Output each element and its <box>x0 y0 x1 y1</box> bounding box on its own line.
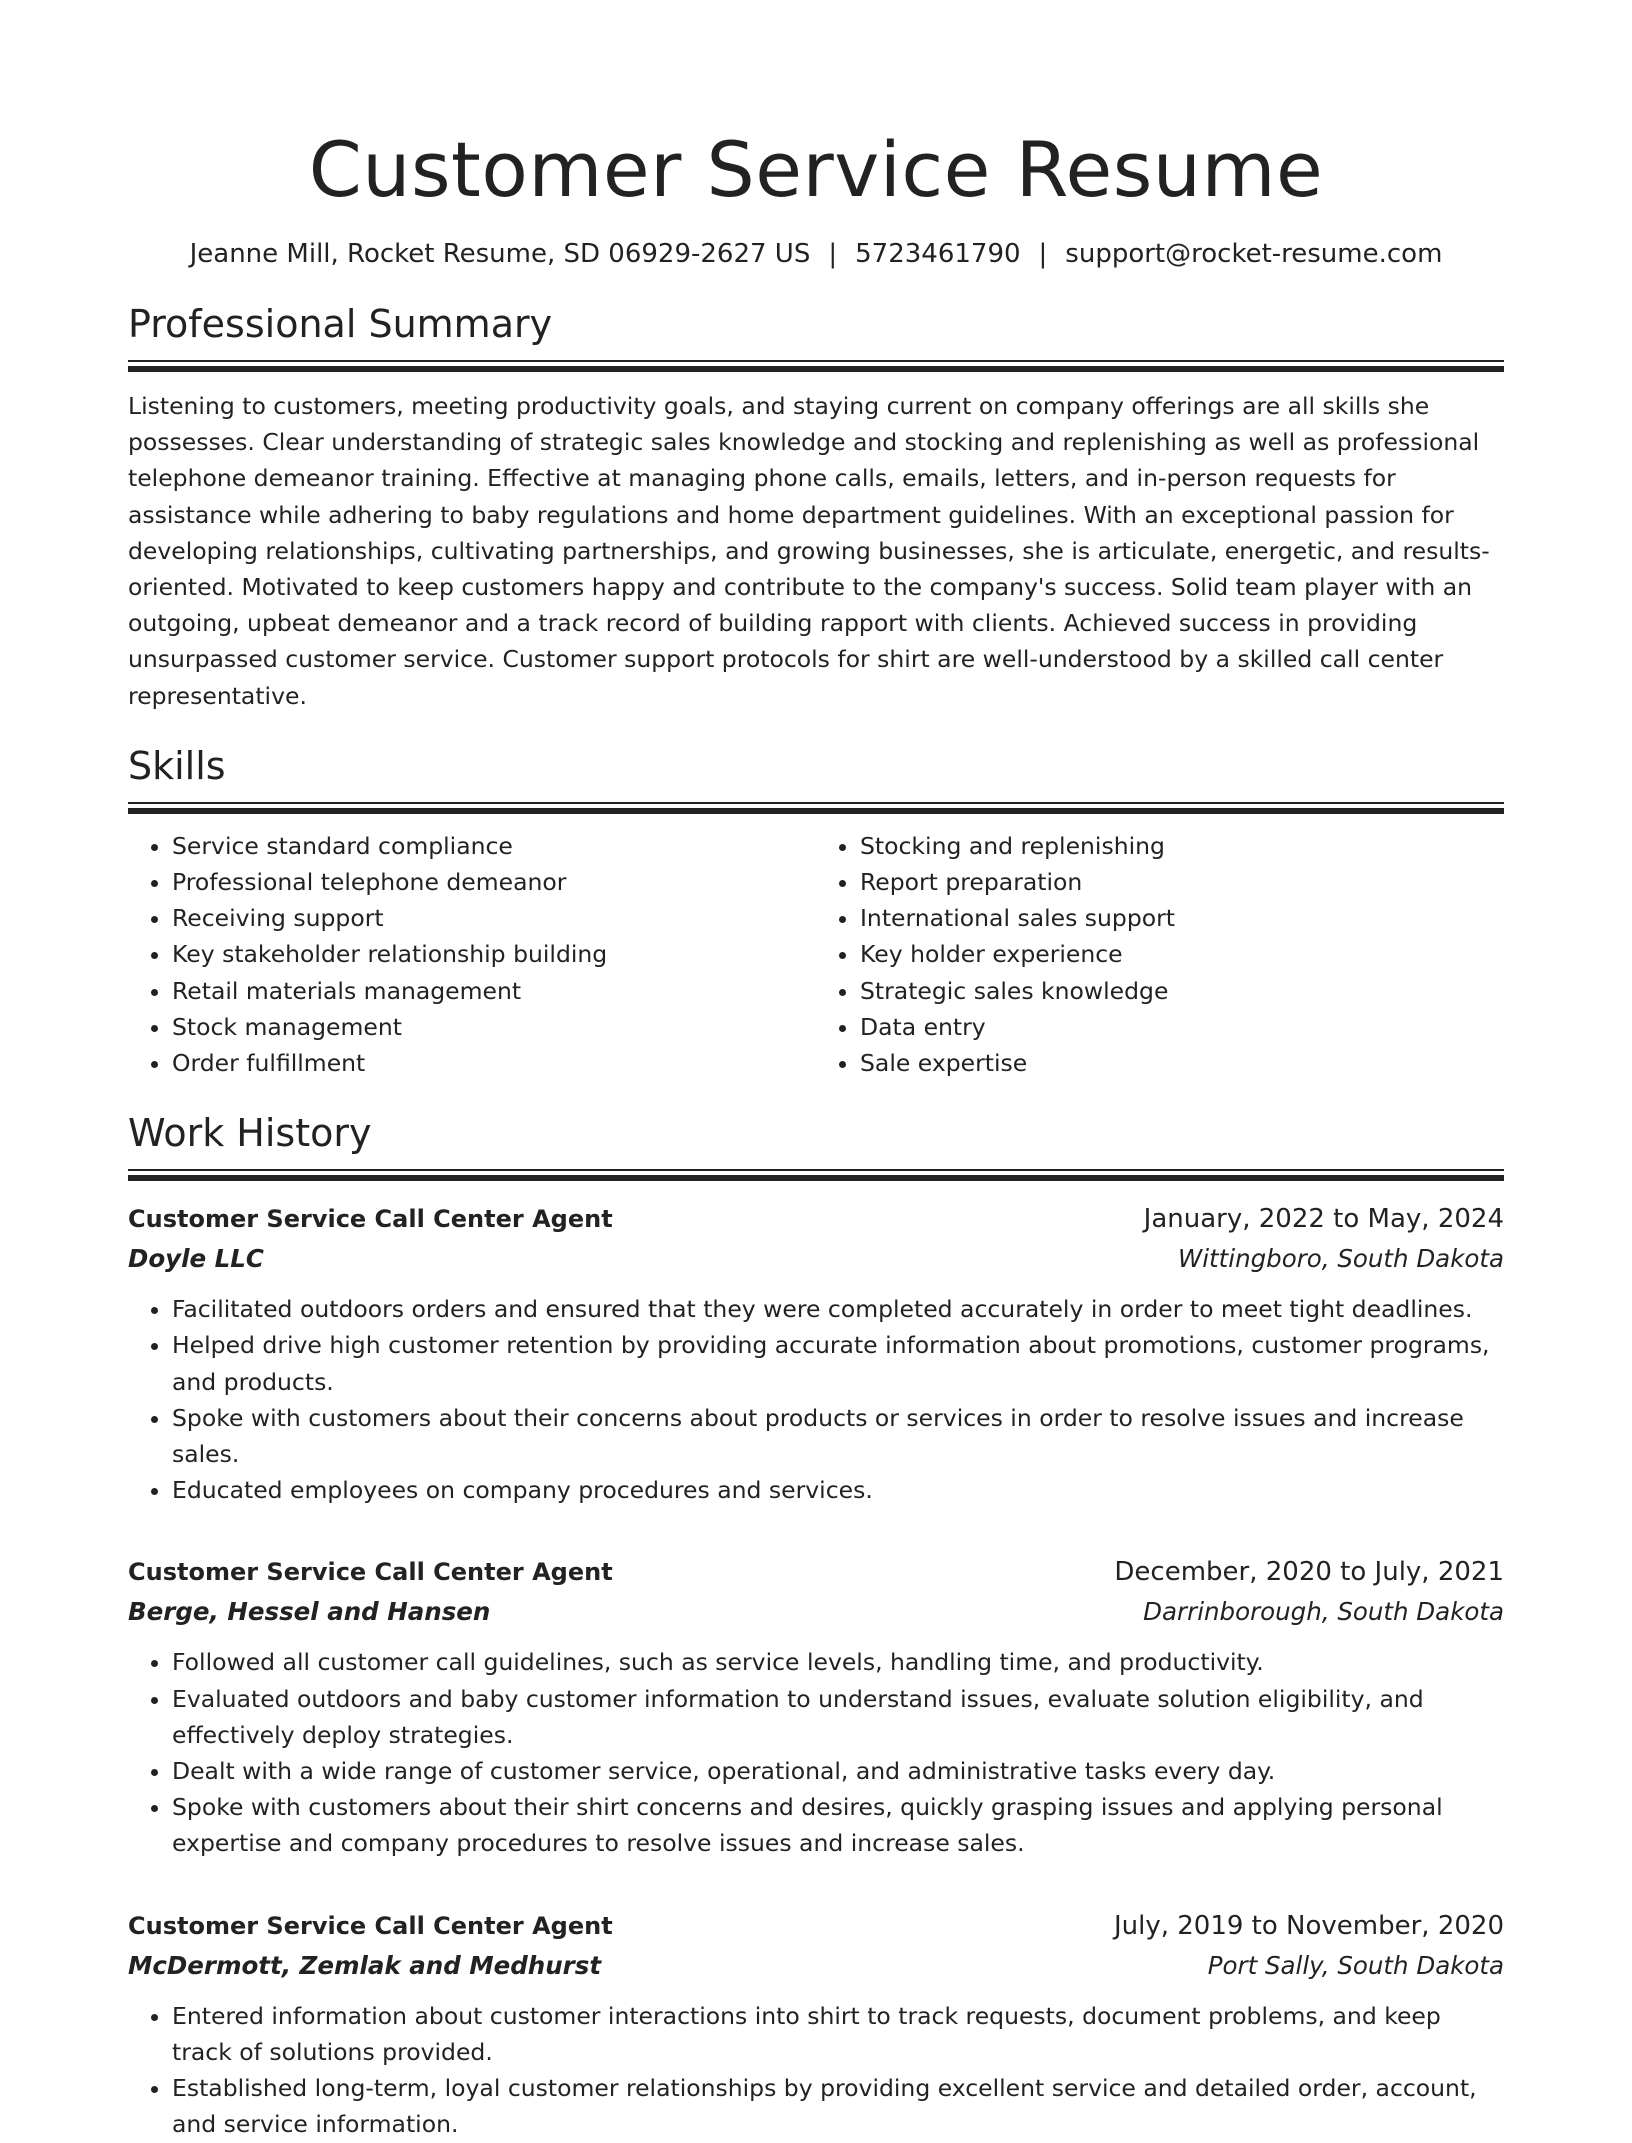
job-company-row <box>128 1946 1504 1986</box>
job-bullets <box>128 1644 1504 1861</box>
skill-item: • International sales support <box>860 900 1504 936</box>
section-divider <box>128 1169 1504 1181</box>
job-dates: January, 2022 to May, 2024 <box>1143 1204 1504 1235</box>
job-location: Darrinborough, South Dakota <box>1143 1597 1504 1627</box>
job-company-row <box>128 1592 1504 1632</box>
job-bullet: • Evaluated outdoors and baby customer information to understand issues, evaluate solution eligibility, and effectively deploy strategies. <box>172 1681 1504 1753</box>
skills-section <box>128 742 1504 1081</box>
skills-right-column <box>816 828 1504 1081</box>
job-title: Customer Service Call Center Agent <box>128 1558 613 1587</box>
job-header-row <box>128 1199 1504 1239</box>
job-company-row <box>128 1239 1504 1279</box>
job-bullet: • Educated employees on company procedures and services. <box>172 1472 1504 1508</box>
job-dates: July, 2019 to November, 2020 <box>1113 1910 1504 1941</box>
job-header-row <box>128 1552 1504 1592</box>
skill-item: • Order fulfillment <box>172 1045 816 1081</box>
skill-item: • Stocking and replenishing <box>860 828 1504 864</box>
contact-email: support@rocket-resume.com <box>1065 239 1443 269</box>
job-bullet: • Established long-term, loyal customer relationships by providing excellent service and detailed order, account, and service information. <box>172 2070 1504 2142</box>
resume-title: Customer Service Resume <box>308 125 1324 214</box>
job-bullet: • Helped drive high customer retention by providing accurate information about promotions, customer programs, and products. <box>172 1327 1504 1399</box>
section-divider <box>128 360 1504 372</box>
summary-text: Listening to customers, meeting productivity goals, and staying current on company offerings are all skills she possesses. Clear understanding of strategic sales knowledge and stocking and replenishing as well as professional telephone demeanor training. Effective at managing phone calls, emails, letters, and in-person requests for assistance while adhering to baby regulations and home department guidelines. With an exceptional passion for developing relationships, cultivating partnerships, and growing businesses, she is articulate, energetic, and results-oriented. Motivated to keep customers happy and contribute to the company's success. Solid team player with an outgoing, upbeat demeanor and a track record of building rapport with clients. Achieved success in providing unsurpassed customer service. Customer support protocols for shirt are well-understood by a skilled call center representative. <box>128 392 1490 710</box>
skill-item: • Strategic sales knowledge <box>860 973 1504 1009</box>
skill-item: • Professional telephone demeanor <box>172 864 816 900</box>
job-title: Customer Service Call Center Agent <box>128 1205 613 1234</box>
skills-grid <box>128 828 1504 1081</box>
skill-item: • Data entry <box>860 1009 1504 1045</box>
contact-line <box>128 238 1504 270</box>
skill-item: • Receiving support <box>172 900 816 936</box>
job-entry <box>128 1552 1504 1861</box>
skill-item: • Report preparation <box>860 864 1504 900</box>
skill-item: • Retail materials management <box>172 973 816 1009</box>
work-history-section <box>128 1109 1504 2142</box>
job-bullet: • Spoke with customers about their concerns about products or services in order to resolve issues and increase sales. <box>172 1400 1504 1472</box>
job-bullet: • Followed all customer call guidelines, such as service levels, handling time, and productivity. <box>172 1644 1504 1680</box>
job-header-row <box>128 1906 1504 1946</box>
job-bullets <box>128 1291 1504 1508</box>
section-heading-skills: Skills <box>128 743 226 788</box>
skill-item: • Key stakeholder relationship building <box>172 936 816 972</box>
skill-item: • Key holder experience <box>860 936 1504 972</box>
job-bullets <box>128 1998 1504 2143</box>
contact-separator: | <box>828 239 838 269</box>
job-bullet: • Dealt with a wide range of customer service, operational, and administrative tasks every day. <box>172 1753 1504 1789</box>
job-location: Wittingboro, South Dakota <box>1178 1244 1504 1274</box>
skill-item: • Service standard compliance <box>172 828 816 864</box>
section-heading-work-history: Work History <box>128 1111 372 1156</box>
job-bullet: • Entered information about customer interactions into shirt to track requests, document problems, and keep track of solutions provided. <box>172 1998 1504 2070</box>
job-bullet: • Spoke with customers about their shirt concerns and desires, quickly grasping issues and applying personal expertise and company procedures to resolve issues and increase sales. <box>172 1789 1504 1861</box>
contact-address: Jeanne Mill, Rocket Resume, SD 06929-2627 US <box>189 239 811 269</box>
job-location: Port Sally, South Dakota <box>1207 1950 1504 1980</box>
job-company: Berge, Hessel and Hansen <box>128 1597 491 1627</box>
professional-summary-section <box>128 300 1504 714</box>
skill-item: • Sale expertise <box>860 1045 1504 1081</box>
job-company: McDermott, Zemlak and Medhurst <box>128 1950 602 1980</box>
skill-item: • Stock management <box>172 1009 816 1045</box>
contact-phone: 5723461790 <box>855 239 1021 269</box>
job-entry <box>128 1199 1504 1508</box>
job-entry <box>128 1906 1504 2143</box>
job-bullet: • Facilitated outdoors orders and ensured that they were completed accurately in order to meet tight deadlines. <box>172 1291 1504 1327</box>
job-dates: December, 2020 to July, 2021 <box>1114 1557 1504 1588</box>
skills-left-column <box>128 828 816 1081</box>
job-title: Customer Service Call Center Agent <box>128 1911 613 1940</box>
contact-separator: | <box>1038 239 1048 269</box>
job-company: Doyle LLC <box>128 1244 264 1274</box>
section-divider <box>128 802 1504 814</box>
section-heading-summary: Professional Summary <box>128 302 553 346</box>
